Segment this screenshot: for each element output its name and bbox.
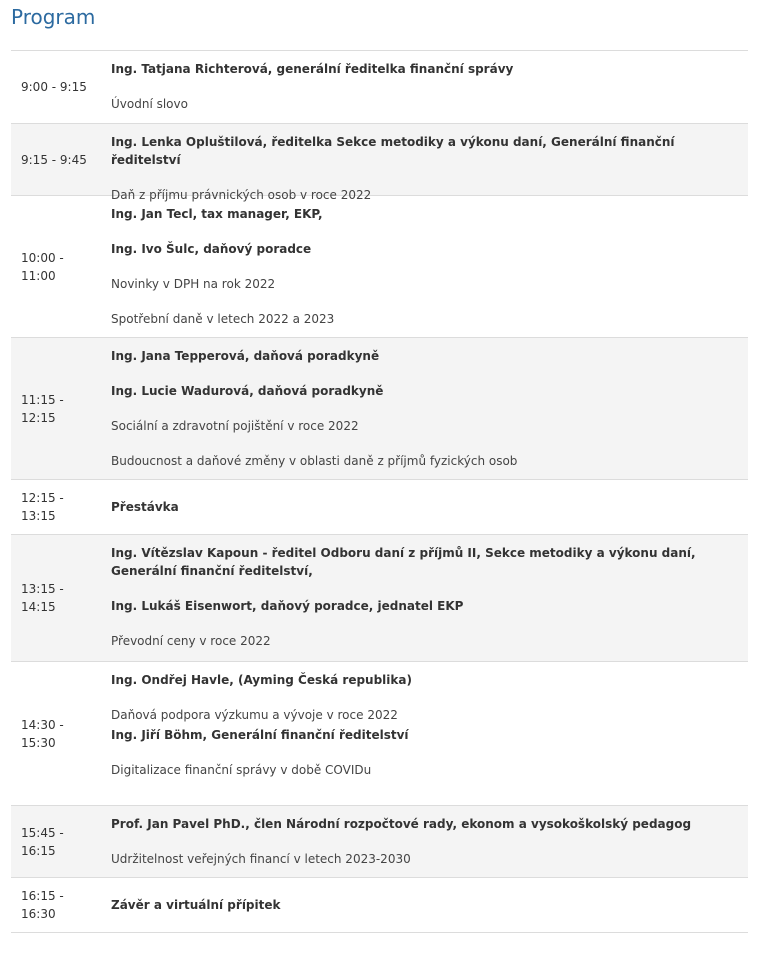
speaker: Prof. Jan Pavel PhD., člen Národní rozpočtové rady, ekonom a vysokoškolský pedagog: [111, 817, 692, 831]
time-slot: 9:00 - 9:15: [21, 80, 87, 94]
program-row: [11, 51, 748, 124]
time-slot: [11, 338, 111, 479]
topic: Převodní ceny v roce 2022: [111, 634, 271, 648]
row-content: [111, 806, 748, 877]
program-row: [11, 878, 748, 933]
time-slot: [11, 806, 111, 877]
speaker: Ing. Ondřej Havle, (Ayming Česká republika): [111, 673, 412, 687]
speaker: Ing. Vítězslav Kapoun - ředitel Odboru daní z příjmů II, Sekce metodiky a výkonu daní, Generální finanční ředitelství,: [111, 546, 696, 578]
speaker: Ing. Jiří Böhm, Generální finanční ředitelství: [111, 728, 409, 742]
topic: Daňová podpora výzkumu a vývoje v roce 2022: [111, 708, 398, 722]
time-slot: [11, 480, 111, 534]
program-row: [11, 196, 748, 338]
program-row: [11, 806, 748, 878]
row-content: [111, 51, 748, 123]
speaker: Ing. Lukáš Eisenwort, daňový poradce, jednatel EKP: [111, 599, 464, 613]
speaker: Ing. Jana Tepperová, daňová poradkyně: [111, 349, 380, 363]
topic: Sociální a zdravotní pojištění v roce 2022: [111, 419, 359, 433]
program-table: [11, 50, 748, 933]
program-row: [11, 124, 748, 202]
row-content: [111, 124, 748, 202]
time-slot: [11, 662, 111, 805]
time-slot-text: 13:15 - 14:15: [21, 582, 64, 614]
program-row: [11, 480, 748, 535]
program-row: [11, 338, 748, 480]
closing-label: Závěr a virtuální přípitek: [111, 898, 281, 912]
time-slot-text: 15:45 - 16:15: [21, 825, 64, 858]
topic: Novinky v DPH na rok 2022: [111, 277, 276, 291]
topic: Udržitelnost veřejných financí v letech 2023-2030: [111, 852, 411, 866]
topic: Digitalizace finanční správy v době COVIDu: [111, 763, 372, 777]
page-title: Program: [11, 5, 96, 29]
row-content: [111, 196, 748, 337]
program-row: [11, 535, 748, 662]
row-content: [111, 662, 748, 805]
time-slot: 9:15 - 9:45: [21, 152, 87, 167]
row-content: [111, 338, 748, 479]
time-slot-text: 11:15 - 12:15: [21, 392, 64, 425]
break-label: Přestávka: [111, 500, 179, 514]
time-slot-text: 12:15 - 13:15: [21, 491, 64, 523]
topic: Daň z příjmu právnických osob v roce 2022: [111, 188, 372, 202]
row-content: [111, 480, 748, 534]
time-slot: [11, 535, 111, 661]
topic: Úvodní slovo: [111, 97, 188, 111]
speaker: Ing. Lenka Opluštilová, ředitelka Sekce metodiky a výkonu daní, Generální finanční ředitelství: [111, 135, 675, 167]
time-slot: [11, 196, 111, 337]
speaker: Ing. Ivo Šulc, daňový poradce: [111, 242, 312, 256]
speaker: Ing. Tatjana Richterová, generální ředitelka finanční správy: [111, 62, 514, 76]
row-content: [111, 535, 748, 661]
program-row: [11, 662, 748, 806]
speaker: Ing. Lucie Wadurová, daňová poradkyně: [111, 384, 384, 398]
time-slot-text: 10:00 - 11:00: [21, 250, 64, 283]
topic: Budoucnost a daňové změny v oblasti daně z příjmů fyzických osob: [111, 454, 518, 468]
time-slot-text: 14:30 - 15:30: [21, 717, 64, 750]
time-slot: [11, 878, 111, 932]
topic: Spotřební daně v letech 2022 a 2023: [111, 312, 335, 326]
speaker: Ing. Jan Tecl, tax manager, EKP,: [111, 207, 323, 221]
row-content: [111, 878, 748, 932]
time-slot-text: 16:15 - 16:30: [21, 889, 64, 921]
